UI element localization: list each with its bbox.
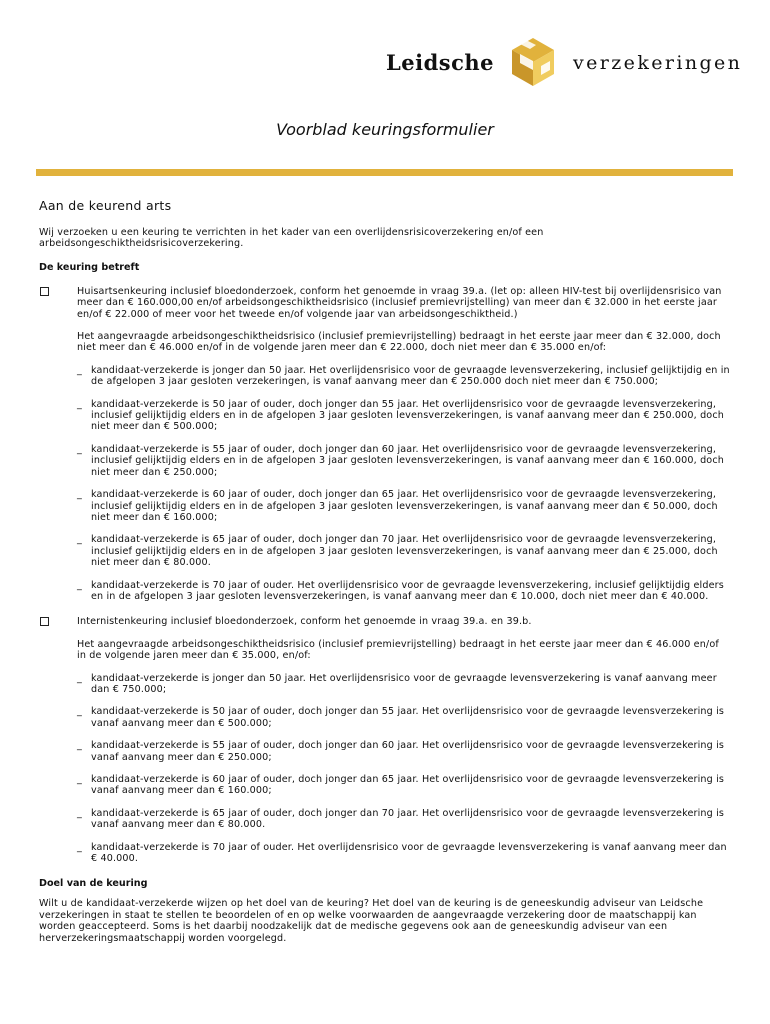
header bbox=[0, 36, 770, 106]
page-title: Voorblad keuringsformulier bbox=[276, 120, 494, 139]
brand-name-left: Leidsche bbox=[386, 50, 495, 75]
option-detail: Het aangevraagde arbeidsongeschiktheidsrisico (inclusief premievrijstelling) bedraagt in het eerste jaar meer dan € 32.000, doch niet meer dan € 46.000 en/of in de volgende jaren meer dan € 22.000, doch niet meer dan € 35.000 en/of: bbox=[77, 331, 721, 354]
subheading-keuring: De keuring betreft bbox=[39, 261, 140, 273]
list-item: _ kandidaat-verzekerde is 60 jaar of ouder, doch jonger dan 65 jaar. Het overlijdensrisico voor de gevraagde levensverzekering, inclusief gelijktijdig elders en in de afgelopen 3 jaar gesloten levensverzekeringen, is vanaf aanvang meer dan € 50.000, doch niet meer dan € 160.000; bbox=[77, 489, 718, 523]
doel-text: Wilt u de kandidaat-verzekerde wijzen op het doel van de keuring? Het doel van de keuring is de geneeskundig adviseur van Leidsche verzekeringen in staat te stellen te beoordelen of en op welke voorwaarden de aangevraagde verzekering door de maatschappij kan worden geaccepteerd. Soms is het daarbij noodzakelijk dat de medische gegevens ook aan de geneeskundig adviseur van een herverzekeringsmaatschappij worden voorgelegd. bbox=[39, 898, 704, 944]
option-internistenkeuring bbox=[39, 616, 731, 864]
criteria-list bbox=[77, 365, 731, 603]
list-item: _ kandidaat-verzekerde is 50 jaar of ouder, doch jonger dan 55 jaar. Het overlijdensrisico voor de gevraagde levensverzekering, inclusief gelijktijdig elders en in de afgelopen 3 jaar gesloten levensverzekeringen, is vanaf aanvang meer dan € 250.000, doch niet meer dan € 500.000; bbox=[77, 398, 724, 433]
list-item: _ kandidaat-verzekerde is jonger dan 50 jaar. Het overlijdensrisico voor de gevraagde levensverzekering, inclusief gelijktijdig en in de afgelopen 3 jaar gesloten verzekeringen, is vanaf aanvang meer dan € 250.000 doch niet meer dan € 750.000; bbox=[77, 364, 730, 388]
option-huisartsenkeuring bbox=[39, 286, 731, 603]
cube-logo-icon bbox=[506, 36, 560, 94]
doel-heading: Doel van de keuring bbox=[39, 878, 148, 890]
list-item: _ kandidaat-verzekerde is 65 jaar of ouder, doch jonger dan 70 jaar. Het overlijdensrisico voor de gevraagde levensverzekering, inclusief gelijktijdig elders en in de afgelopen 3 jaar gesloten levensverzekeringen, is vanaf aanvang meer dan € 25.000, doch niet meer dan € 80.000. bbox=[77, 534, 718, 569]
list-item: _ kandidaat-verzekerde is 70 jaar of ouder. Het overlijdensrisico voor de gevraagde levensverzekering is vanaf aanvang meer dan € 40.000. bbox=[77, 841, 727, 865]
option-detail: Het aangevraagde arbeidsongeschiktheidsrisico (inclusief premievrijstelling) bedraagt in het eerste jaar meer dan € 46.000 en/of in de volgende jaren meer dan € 35.000, en/of: bbox=[77, 638, 719, 662]
list-item: _ kandidaat-verzekerde is 65 jaar of ouder, doch jonger dan 70 jaar. Het overlijdensrisico voor de gevraagde levensverzekering is vanaf aanvang meer dan € 80.000. bbox=[77, 807, 725, 831]
list-item: _ kandidaat-verzekerde is 60 jaar of ouder, doch jonger dan 65 jaar. Het overlijdensrisico voor de gevraagde levensverzekering is vanaf aanvang meer dan € 160.000; bbox=[77, 774, 725, 797]
criteria-list bbox=[77, 673, 731, 865]
intro-text: Wij verzoeken u een keuring te verrichten in het kader van een overlijdensrisicoverzekering en/of een arbeidsongeschiktheidsrisicoverzekering. bbox=[39, 227, 544, 250]
checkbox-internistenkeuring[interactable] bbox=[40, 617, 49, 626]
brand-name-right: verzekeringen bbox=[573, 52, 743, 74]
option-label: Internistenkeuring inclusief bloedonderzoek, conform het genoemde in vraag 39.a. en 39.b. bbox=[77, 616, 532, 628]
list-item: _ kandidaat-verzekerde is 55 jaar of ouder, doch jonger dan 60 jaar. Het overlijdensrisico voor de gevraagde levensverzekering is vanaf aanvang meer dan € 250.000; bbox=[77, 740, 725, 763]
checkbox-huisartsenkeuring[interactable] bbox=[40, 287, 49, 296]
list-item: _ kandidaat-verzekerde is 70 jaar of ouder. Het overlijdensrisico voor de gevraagde levensverzekering, inclusief gelijktijdig elders en in de afgelopen 3 jaar gesloten levensverzekeringen, is vanaf aanvang meer dan € 10.000, doch niet meer dan € 40.000. bbox=[77, 579, 724, 602]
list-item: _ kandidaat-verzekerde is 55 jaar of ouder, doch jonger dan 60 jaar. Het overlijdensrisico voor de gevraagde levensverzekering, inclusief gelijktijdig elders en in de afgelopen 3 jaar gesloten levensverzekeringen, is vanaf aanvang meer dan € 160.000, doch niet meer dan € 250.000; bbox=[77, 443, 724, 478]
header-divider bbox=[36, 169, 733, 176]
section-heading: Aan de keurend arts bbox=[39, 198, 172, 213]
form-content bbox=[39, 198, 731, 944]
option-label: Huisartsenkeuring inclusief bloedonderzoek, conform het genoemde in vraag 39.a. (let op: alleen HIV-test bij overlijdensrisico van meer dan € 160.000,00 en/of arbeidsongeschiktheidsrisico (inclusief premievrijstelling) van meer dan € 32.000 in het eerste jaar en/of € 22.000 of meer voor het tweede en/of volgende jaar van arbeidsongeschiktheid.) bbox=[77, 285, 722, 320]
list-item: _ kandidaat-verzekerde is jonger dan 50 jaar. Het overlijdensrisico voor de gevraagde levensverzekering is vanaf aanvang meer dan € 750.000; bbox=[77, 672, 717, 695]
list-item: _ kandidaat-verzekerde is 50 jaar of ouder, doch jonger dan 55 jaar. Het overlijdensrisico voor de gevraagde levensverzekering is vanaf aanvang meer dan € 500.000; bbox=[77, 706, 725, 729]
